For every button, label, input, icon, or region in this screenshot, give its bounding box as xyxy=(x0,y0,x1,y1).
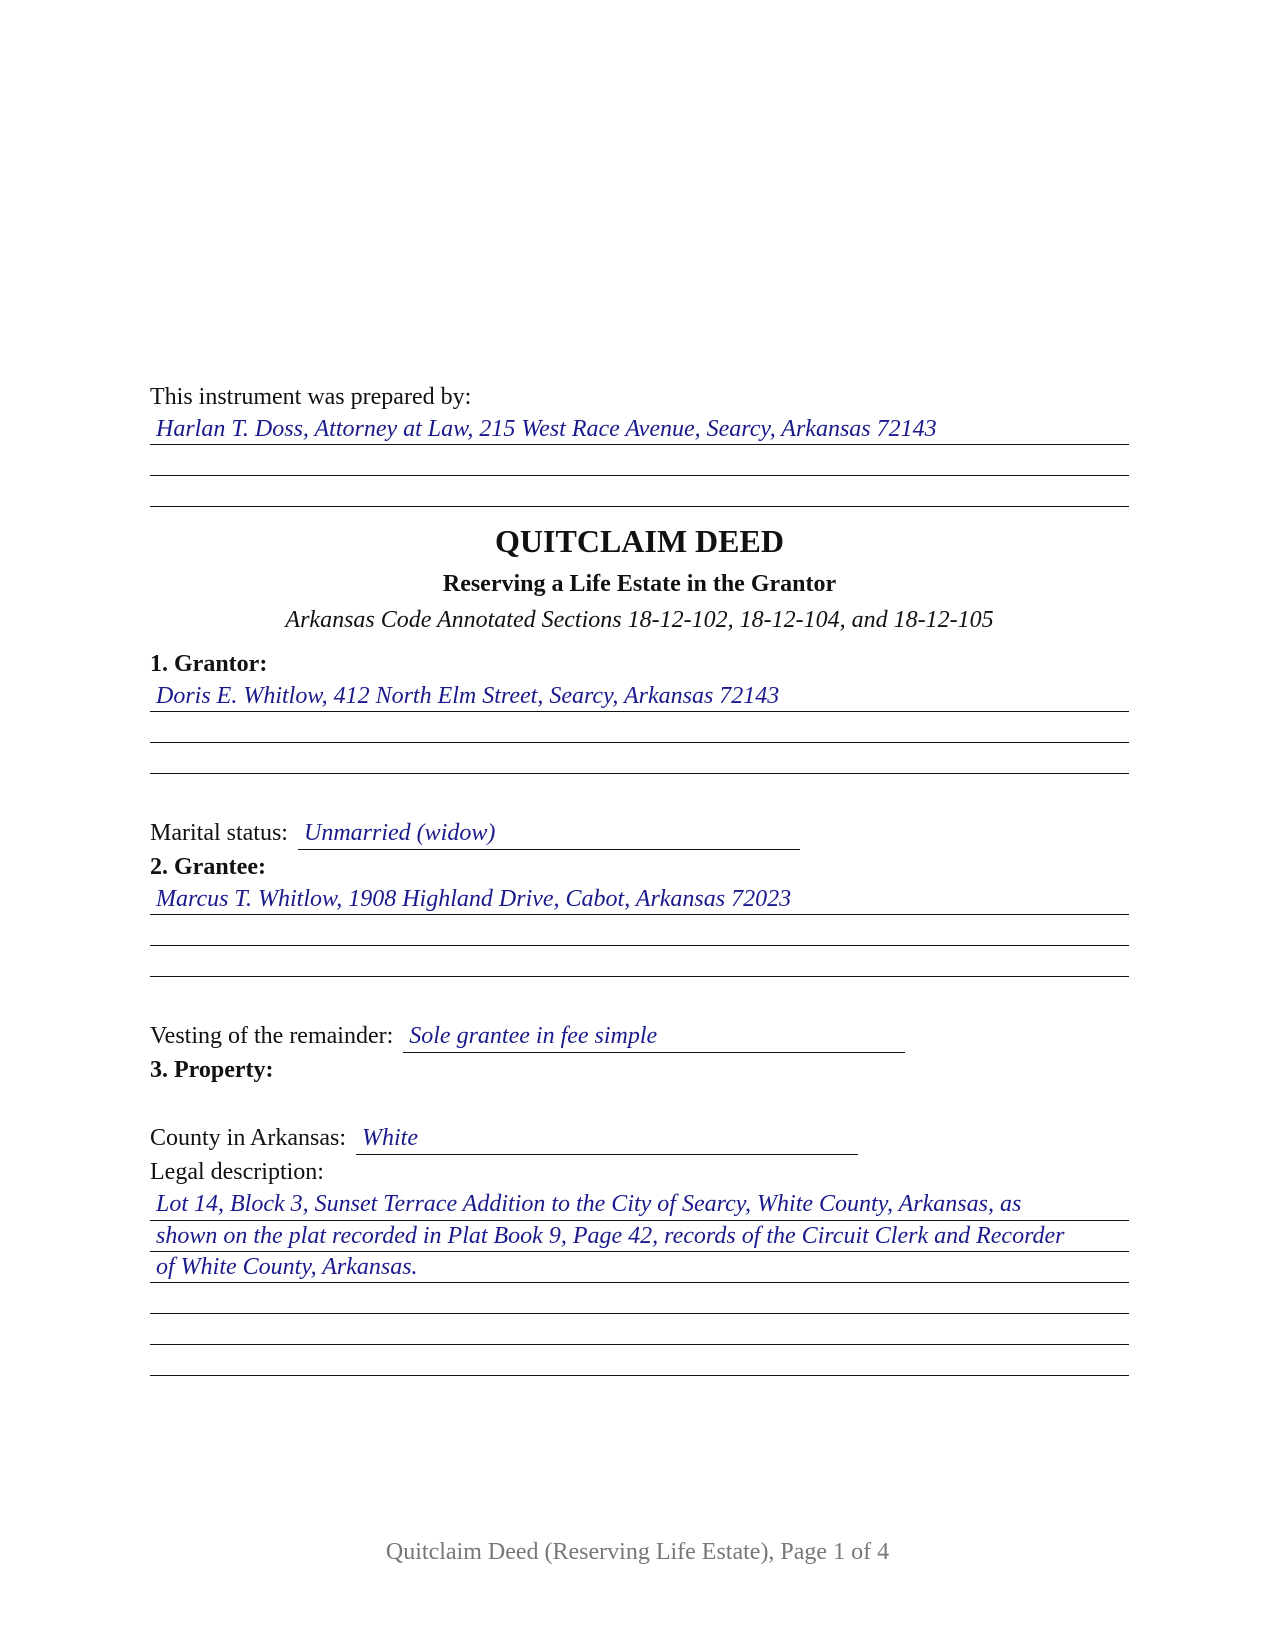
blank-line xyxy=(150,1314,1129,1345)
vesting-field[interactable]: Sole grantee in fee simple xyxy=(403,1020,905,1053)
blank-line xyxy=(150,946,1129,977)
prepared-by-label: This instrument was prepared by: xyxy=(150,384,472,410)
grantor-field[interactable]: Doris E. Whitlow, 412 North Elm Street, Searcy, Arkansas 72143 xyxy=(150,681,1129,712)
legal-description-line[interactable]: of White County, Arkansas. xyxy=(150,1252,1129,1283)
marital-status-row xyxy=(150,812,1129,850)
blank-line xyxy=(150,712,1129,743)
prepared-by-field[interactable]: Harlan T. Doss, Attorney at Law, 215 West Race Avenue, Searcy, Arkansas 72143 xyxy=(150,414,1129,445)
blank-line xyxy=(150,1345,1129,1376)
document-subtitle: Reserving a Life Estate in the Grantor xyxy=(442,571,837,597)
blank-line xyxy=(150,743,1129,774)
marital-status-label: Marital status: xyxy=(150,820,288,846)
grantee-field[interactable]: Marcus T. Whitlow, 1908 Highland Drive, Cabot, Arkansas 72023 xyxy=(150,884,1129,915)
county-field[interactable]: White xyxy=(356,1122,858,1155)
blank-line xyxy=(150,915,1129,946)
county-row xyxy=(150,1117,1129,1155)
blank-line xyxy=(150,476,1129,507)
document-title: QUITCLAIM DEED xyxy=(495,523,784,559)
vesting-label: Vesting of the remainder: xyxy=(150,1023,394,1049)
vesting-row xyxy=(150,1015,1129,1053)
legal-description-line[interactable]: shown on the plat recorded in Plat Book 9, Page 42, records of the Circuit Clerk and Recorder xyxy=(150,1221,1129,1252)
county-label: County in Arkansas: xyxy=(150,1125,346,1151)
deed-form xyxy=(150,380,1129,1376)
grantor-heading: 1. Grantor: xyxy=(150,651,268,677)
blank-line xyxy=(150,445,1129,476)
marital-status-field[interactable]: Unmarried (widow) xyxy=(298,817,800,850)
grantee-heading: 2. Grantee: xyxy=(150,854,266,880)
legal-description-label: Legal description: xyxy=(150,1159,324,1185)
statute-citation: Arkansas Code Annotated Sections 18-12-102, 18-12-104, and 18-12-105 xyxy=(285,607,994,633)
blank-line xyxy=(150,1283,1129,1314)
page-footer: Quitclaim Deed (Reserving Life Estate), Page 1 of 4 xyxy=(385,1539,890,1565)
property-heading: 3. Property: xyxy=(150,1057,274,1083)
legal-description-line[interactable]: Lot 14, Block 3, Sunset Terrace Addition to the City of Searcy, White County, Arkansas, as xyxy=(150,1189,1129,1221)
